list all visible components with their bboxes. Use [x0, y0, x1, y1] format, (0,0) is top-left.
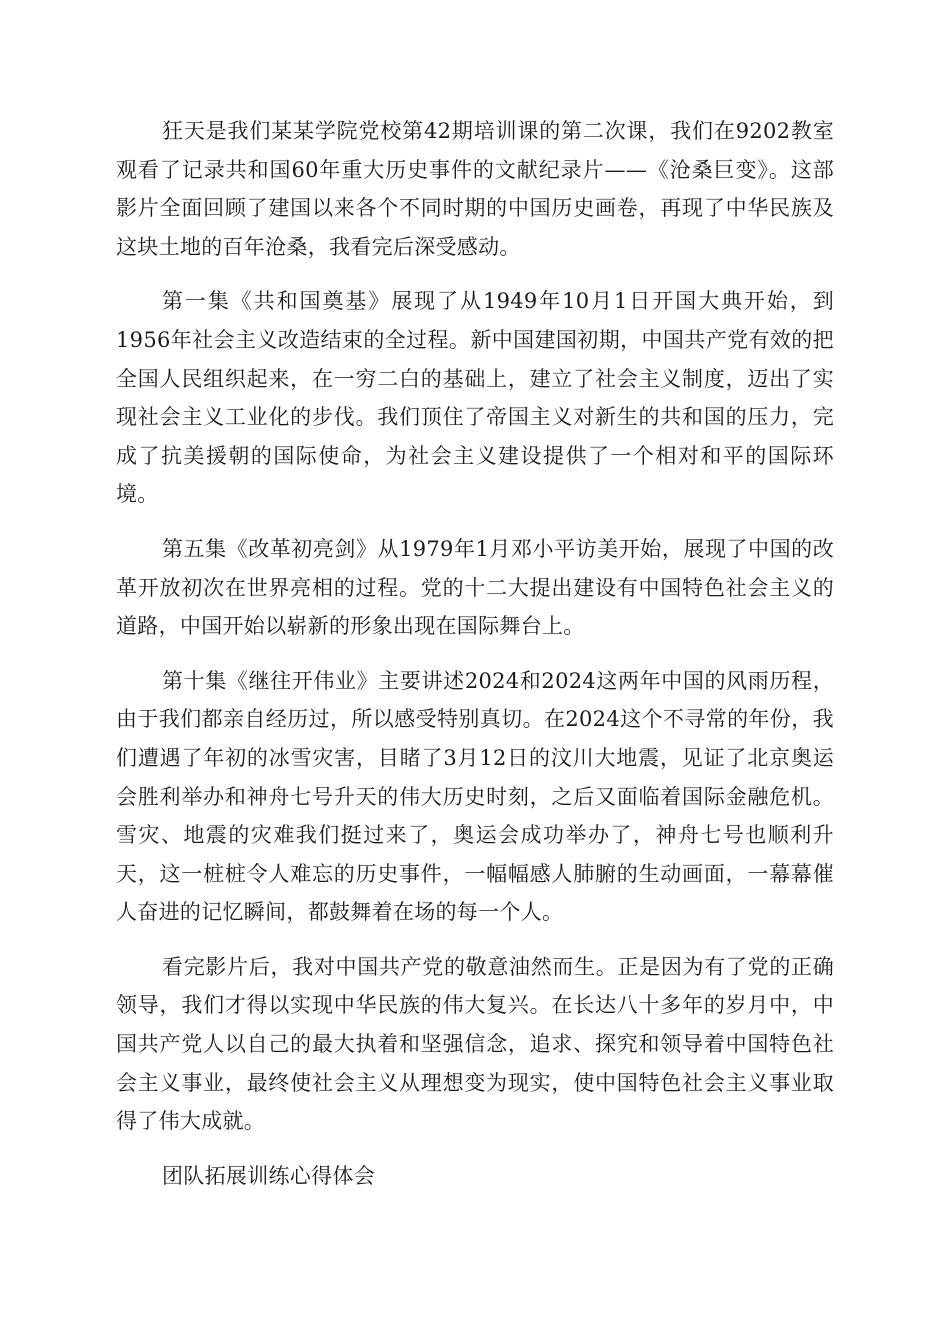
paragraph-4: 第十集《继往开伟业》主要讲述2024和2024这两年中国的风雨历程，由于我们都亲自经历过，所以感受特别真切。在2024这个不寻常的年份，我们遭遇了年初的冰雪灾害，目睹了3月12日的汶川大地震，见证了北京奥运会胜利举办和神舟七号升天的伟大历史时刻，之后又面临着国际金融危机。雪灾、地震的灾难我们挺过来了，奥运会成功举办了，神舟七号也顺利升天，这一桩桩令人难忘的历史事件，一幅幅感人肺腑的生动画面，一幕幕催人奋进的记忆瞬间，都鼓舞着在场的每一个人。 [116, 668, 834, 925]
paragraph-1: 狂天是我们某某学院党校第42期培训课的第二次课，我们在9202教室观看了记录共和国60年重大历史事件的文献纪录片——《沧桑巨变》。这部影片全面回顾了建国以来各个不同时期的中国历史画卷，再现了中华民族及这块土地的百年沧桑，我看完后深受感动。 [116, 119, 834, 259]
section-heading: 团队拓展训练心得体会 [162, 1163, 375, 1188]
paragraph-3: 第五集《改革初亮剑》从1979年1月邓小平访美开始，展现了中国的改革开放初次在世界亮相的过程。党的十二大提出建设有中国特色社会主义的道路，中国开始以崭新的形象出现在国际舞台上。 [116, 536, 834, 639]
document-body [116, 112, 834, 1195]
paragraph-5: 看完影片后，我对中国共产党的敬意油然而生。正是因为有了党的正确领导，我们才得以实现中华民族的伟大复兴。在长达八十多年的岁月中，中国共产党人以自己的最大执着和坚强信念，追求、探究和领导着中国特色社会主义事业，最终使社会主义从理想变为现实，使中国特色社会主义事业取得了伟大成就。 [116, 954, 834, 1134]
paragraph-2: 第一集《共和国奠基》展现了从1949年10月1日开国大典开始，到1956年社会主义改造结束的全过程。新中国建国初期，中国共产党有效的把全国人民组织起来，在一穷二白的基础上，建立了社会主义制度，迈出了实现社会主义工业化的步伐。我们顶住了帝国主义对新生的共和国的压力，完成了抗美援朝的国际使命，为社会主义建设提供了一个相对和平的国际环境。 [116, 289, 834, 507]
